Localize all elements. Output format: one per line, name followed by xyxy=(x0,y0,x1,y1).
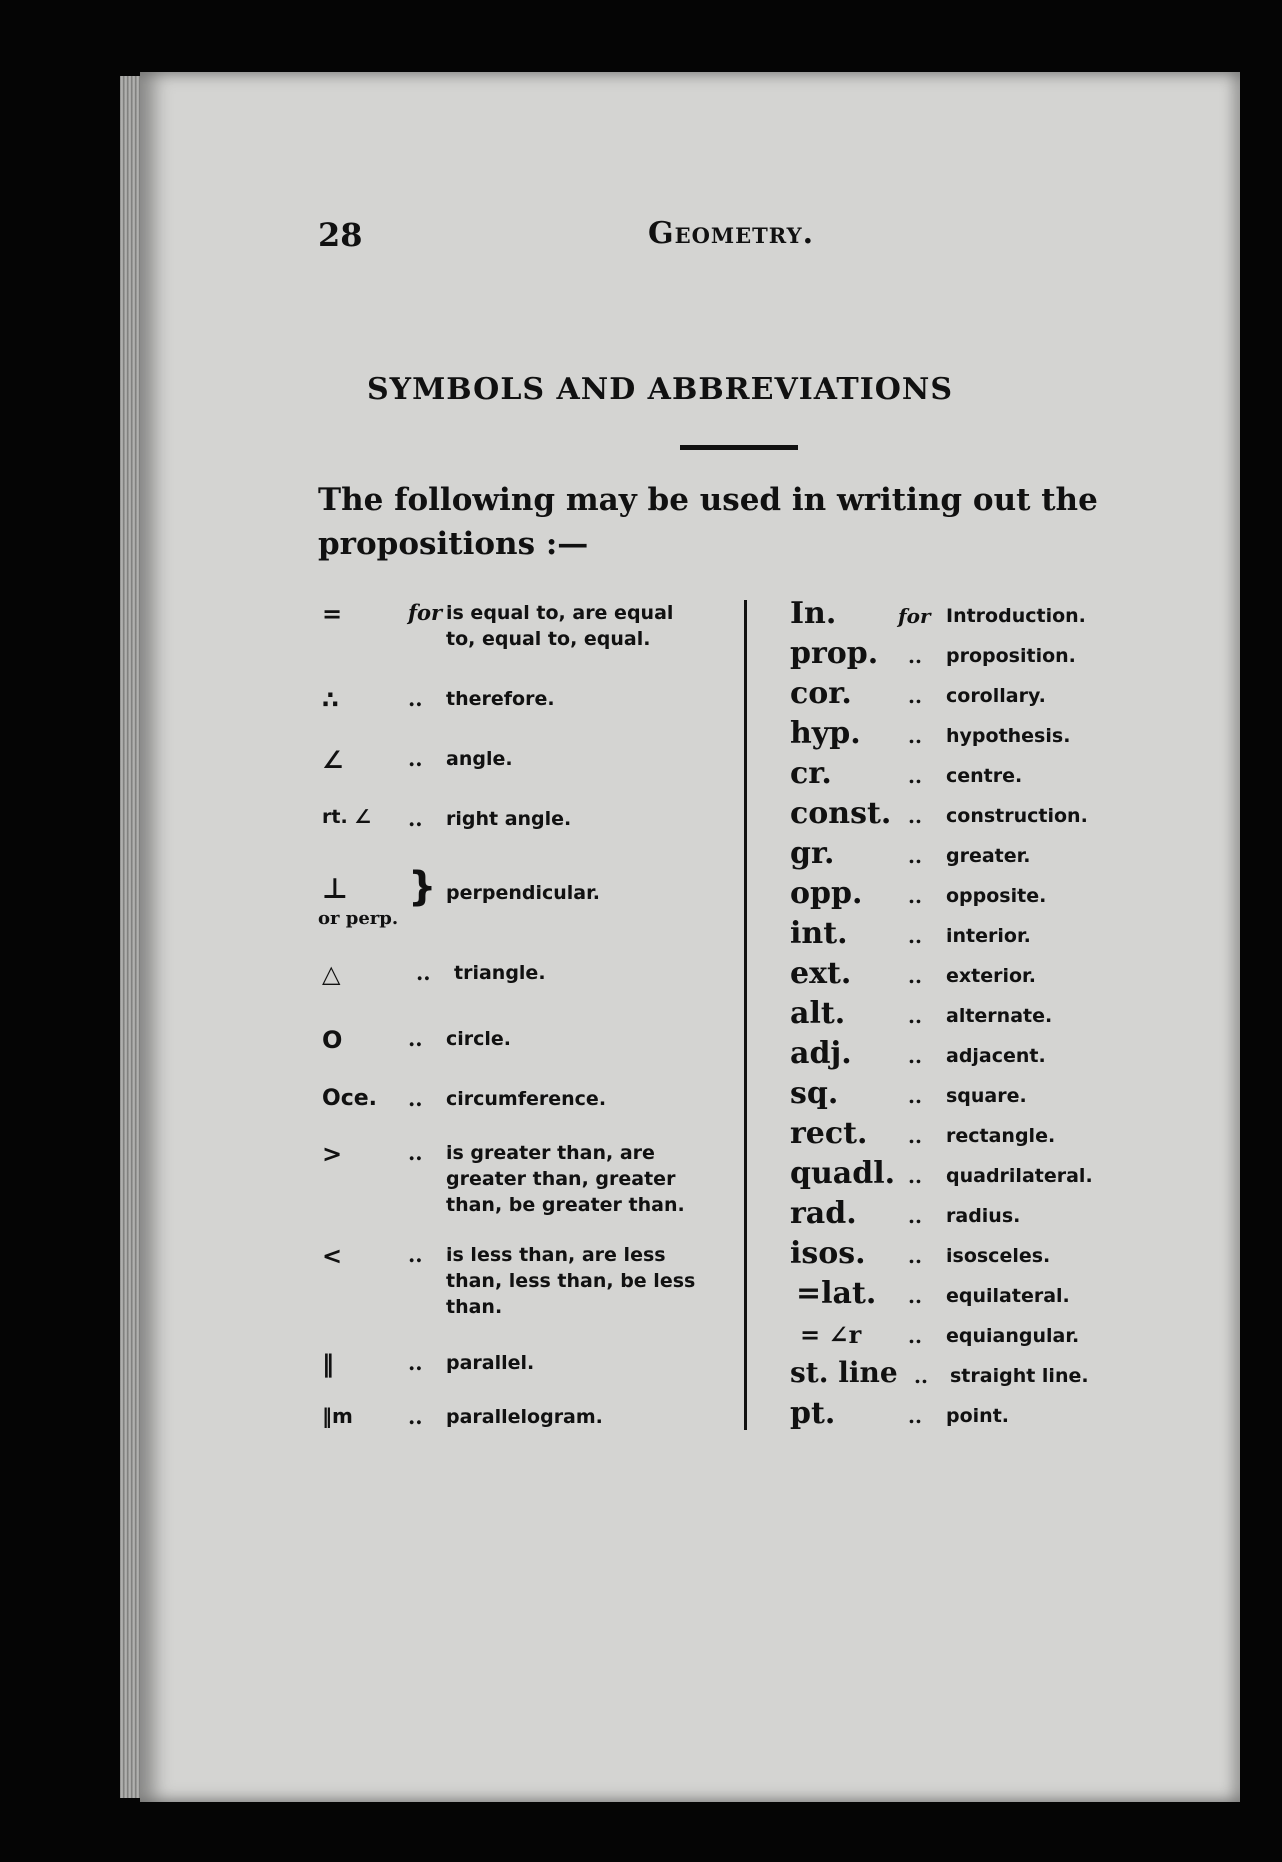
symbol-lead: .. xyxy=(408,1242,423,1267)
symbol-lead: .. xyxy=(408,1086,423,1111)
symbol-meaning: is greater than, are greater than, greater than, be greater than. xyxy=(446,1142,685,1216)
abbreviation-lead: .. xyxy=(908,924,922,948)
abbreviation-lead: .. xyxy=(908,1164,922,1188)
abbreviation-meaning: equilateral. xyxy=(946,1285,1070,1307)
abbreviation-row xyxy=(790,796,1190,836)
abbreviation-meaning: straight line. xyxy=(950,1365,1089,1387)
symbol-meaning: triangle. xyxy=(454,962,546,984)
abbreviation-row xyxy=(790,956,1190,996)
abbreviation: pt. xyxy=(790,1396,836,1431)
abbreviation: prop. xyxy=(790,636,879,671)
abbreviation-meaning: greater. xyxy=(946,845,1031,867)
abbreviation: const. xyxy=(790,796,892,831)
abbreviation-lead: for xyxy=(898,604,931,628)
abbreviation-lead: .. xyxy=(908,1244,922,1268)
symbol-lead: .. xyxy=(408,1404,423,1429)
abbreviation-lead: .. xyxy=(908,1084,922,1108)
abbreviation-row xyxy=(790,756,1190,796)
abbreviation: st. line xyxy=(790,1356,898,1389)
abbreviation: int. xyxy=(790,916,848,951)
symbol: < xyxy=(322,1242,343,1270)
abbreviation-meaning: hypothesis. xyxy=(946,725,1071,747)
symbol-alternate: or perp. xyxy=(318,908,399,929)
abbreviation: rad. xyxy=(790,1196,857,1231)
abbreviation-row xyxy=(790,716,1190,756)
symbol: = xyxy=(322,600,343,628)
abbreviation-lead: .. xyxy=(908,1044,922,1068)
abbreviation: cr. xyxy=(790,756,832,791)
abbreviation-row xyxy=(790,916,1190,956)
abbreviation-row xyxy=(790,1156,1190,1196)
abbreviation-lead: .. xyxy=(908,724,922,748)
abbreviation-meaning: square. xyxy=(946,1085,1027,1107)
symbol-lead: .. xyxy=(408,686,423,711)
symbol-meaning: parallel. xyxy=(446,1352,535,1374)
abbreviation-row xyxy=(790,876,1190,916)
symbol: ‖ xyxy=(322,1350,334,1378)
section-title: SYMBOLS AND ABBREVIATIONS xyxy=(366,372,953,407)
abbreviation-meaning: construction. xyxy=(946,805,1088,827)
intro-text: The following may be used in writing out the propositions :— xyxy=(318,482,1098,562)
abbreviation-meaning: interior. xyxy=(946,925,1031,947)
abbreviation: sq. xyxy=(790,1076,839,1111)
abbreviation-lead: .. xyxy=(908,1204,922,1228)
abbreviation-meaning: equiangular. xyxy=(946,1325,1080,1347)
symbol: Oce. xyxy=(322,1086,378,1111)
abbreviation-row xyxy=(790,676,1190,716)
abbreviation-lead: .. xyxy=(908,844,922,868)
symbol-lead: .. xyxy=(408,1026,423,1051)
symbol: ∠ xyxy=(322,746,344,774)
abbreviation-meaning: opposite. xyxy=(946,885,1047,907)
abbreviation: gr. xyxy=(790,836,835,871)
abbreviation: opp. xyxy=(790,876,863,911)
symbol: ∴ xyxy=(322,686,339,714)
symbol: rt. ∠ xyxy=(322,806,372,828)
abbreviation-lead: .. xyxy=(908,1124,922,1148)
symbol-meaning: angle. xyxy=(446,748,513,770)
abbreviation: alt. xyxy=(790,996,846,1031)
symbol-lead: .. xyxy=(408,806,423,831)
page-number: 28 xyxy=(318,216,363,254)
abbreviation-meaning: centre. xyxy=(946,765,1023,787)
abbreviation-row xyxy=(790,596,1190,636)
symbol-meaning: circle. xyxy=(446,1028,512,1050)
abbreviation-lead: .. xyxy=(908,884,922,908)
abbreviation-row xyxy=(790,1116,1190,1156)
abbreviation-row xyxy=(790,1196,1190,1236)
symbol-lead: .. xyxy=(416,960,431,985)
symbol-meaning: circumference. xyxy=(446,1088,607,1110)
abbreviation-meaning: corollary. xyxy=(946,685,1046,707)
symbol-lead: .. xyxy=(408,1140,423,1165)
abbreviation: In. xyxy=(790,596,837,631)
abbreviation-lead: .. xyxy=(908,1004,922,1028)
abbreviation-row xyxy=(790,836,1190,876)
abbreviation-meaning: rectangle. xyxy=(946,1125,1056,1147)
abbreviation-lead: .. xyxy=(908,1284,922,1308)
symbol-lead: for xyxy=(408,600,443,625)
abbreviation-meaning: radius. xyxy=(946,1205,1021,1227)
page-header xyxy=(318,216,918,266)
column-divider xyxy=(744,600,747,1430)
abbreviation: =lat. xyxy=(796,1276,877,1311)
abbreviation-row xyxy=(790,636,1190,676)
abbreviation: adj. xyxy=(790,1036,852,1071)
abbreviation: isos. xyxy=(790,1236,866,1271)
abbreviation-row xyxy=(790,1356,1190,1396)
abbreviation-meaning: alternate. xyxy=(946,1005,1053,1027)
abbreviation-lead: .. xyxy=(908,804,922,828)
abbreviation-lead: .. xyxy=(908,964,922,988)
abbreviation-row xyxy=(790,1076,1190,1116)
symbol-meaning: right angle. xyxy=(446,808,572,830)
circle-icon: O xyxy=(322,1026,343,1054)
abbreviation: cor. xyxy=(790,676,852,711)
abbreviation-lead: .. xyxy=(908,764,922,788)
symbol-meaning: therefore. xyxy=(446,688,555,710)
abbreviation: = ∠r xyxy=(800,1320,862,1349)
abbreviation-lead: .. xyxy=(914,1364,928,1388)
abbreviation-meaning: proposition. xyxy=(946,645,1076,667)
abbreviation-lead: .. xyxy=(908,1404,922,1428)
abbreviation: rect. xyxy=(790,1116,868,1151)
abbreviation-lead: .. xyxy=(908,684,922,708)
abbreviation-meaning: point. xyxy=(946,1405,1009,1427)
abbreviation-row xyxy=(790,1316,1190,1356)
abbreviation: hyp. xyxy=(790,716,861,751)
abbreviation-lead: .. xyxy=(908,1324,922,1348)
symbol-meaning: is equal to, are equal to, equal to, equal. xyxy=(446,602,674,650)
abbreviation-meaning: quadrilateral. xyxy=(946,1165,1093,1187)
symbol: ‖m xyxy=(322,1404,353,1428)
abbreviation-meaning: isosceles. xyxy=(946,1245,1051,1267)
symbol: > xyxy=(322,1140,343,1168)
abbreviation-meaning: exterior. xyxy=(946,965,1036,987)
symbol-meaning: is less than, are less than, less than, be less than. xyxy=(446,1244,696,1318)
abbreviation-lead: .. xyxy=(908,644,922,668)
abbreviation: ext. xyxy=(790,956,852,991)
perpendicular-symbol: ⊥ xyxy=(322,872,348,905)
abbreviation: quadl. xyxy=(790,1156,896,1191)
title-rule xyxy=(680,445,798,450)
abbreviation-row xyxy=(790,1396,1190,1436)
symbol-meaning: perpendicular. xyxy=(446,882,600,904)
symbol-lead: .. xyxy=(408,746,423,771)
abbreviation-row xyxy=(790,996,1190,1036)
triangle-icon: △ xyxy=(322,960,341,988)
abbreviation-row xyxy=(790,1236,1190,1276)
abbreviation-row xyxy=(790,1276,1190,1316)
symbol-lead: .. xyxy=(408,1350,423,1375)
abbreviation-meaning: adjacent. xyxy=(946,1045,1046,1067)
abbreviation-meaning: Introduction. xyxy=(946,605,1086,627)
symbol-brace: } xyxy=(408,864,437,910)
running-head: Geometry. xyxy=(648,216,815,251)
symbol-meaning: parallelogram. xyxy=(446,1406,603,1428)
abbreviation-row xyxy=(790,1036,1190,1076)
